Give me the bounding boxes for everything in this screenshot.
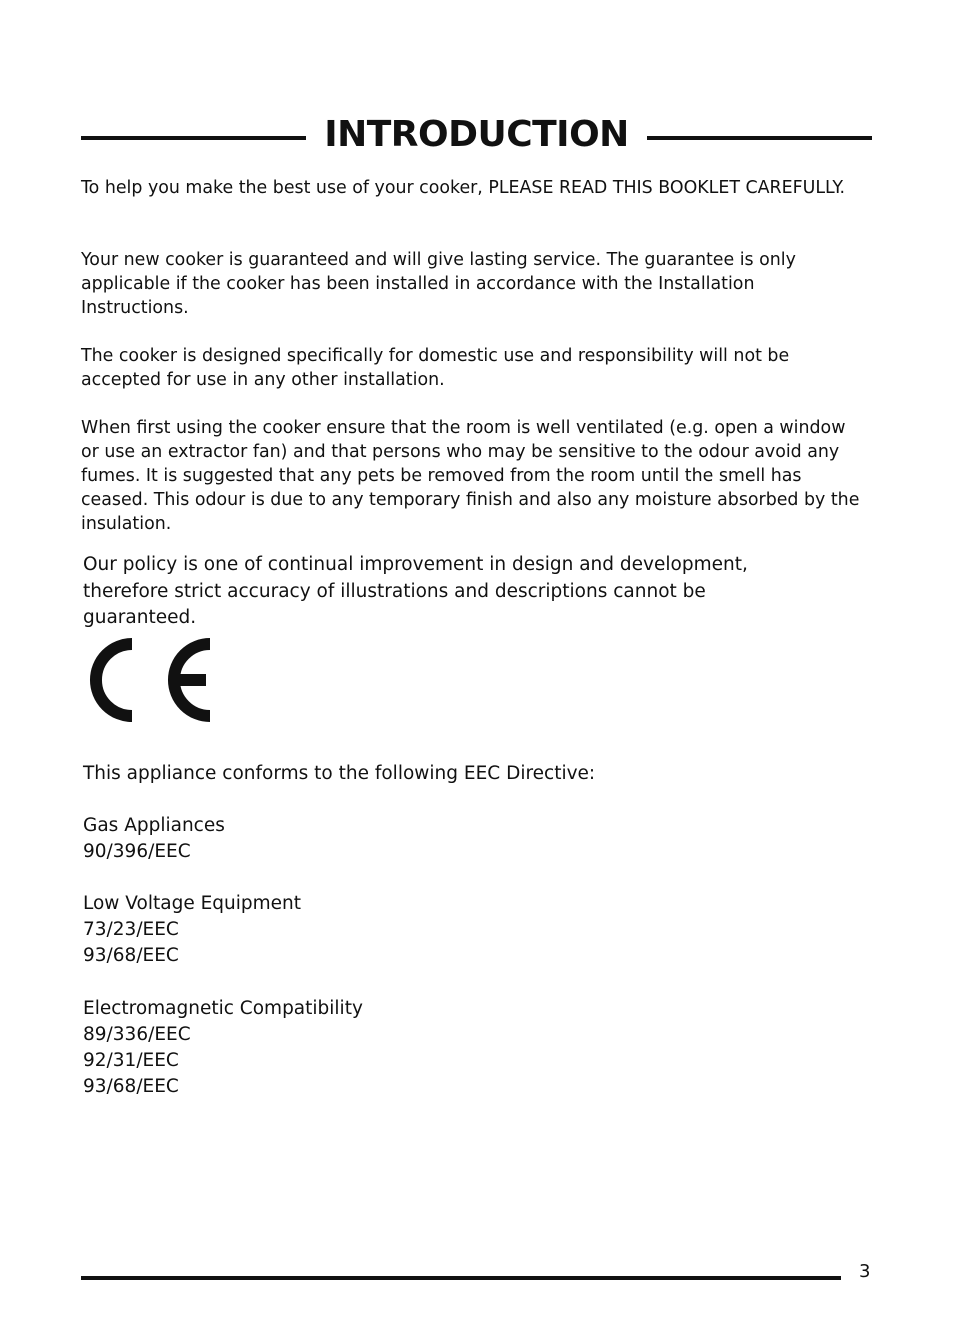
page-title: INTRODUCTION [324,114,629,155]
ce-mark-icon [84,636,214,724]
title-rule-right [647,136,872,140]
intro-paragraph-4: When first using the cooker ensure that the room is well ventilated (e.g. open a window or use an extractor fan) and that persons who may be sensitive to the odour avoid any fumes. It is suggested that any pets be removed from the room until the smell has ceased. This odour is due to any temporary finish and also any moisture absorbed by the insulation. [81,418,860,534]
title-rule-left [81,136,306,140]
conformity-statement-text: This appliance conforms to the following EEC Directive: [83,763,596,784]
directive-group-name: Electromagnetic Compatibility [83,998,363,1019]
directive-group-low-voltage [83,891,683,969]
directive-code: 73/23/EEC [83,919,179,940]
conformity-statement [83,761,683,787]
directive-group-name: Gas Appliances [83,815,225,836]
directive-code: 90/396/EEC [83,841,191,862]
page-number: 3 [859,1261,871,1282]
intro-paragraph-3: The cooker is designed specifically for domestic use and responsibility will not be accepted for use in any other installation. [81,346,790,390]
policy-statement: Our policy is one of continual improvement in design and development, therefore strict accuracy of illustrations and descriptions cannot be guaranteed. [83,554,748,628]
directive-group-gas [83,813,683,865]
directive-code: 92/31/EEC [83,1050,179,1071]
directive-code: 93/68/EEC [83,1076,179,1097]
directive-code: 93/68/EEC [83,945,179,966]
intro-paragraph-2: Your new cooker is guaranteed and will give lasting service. The guarantee is only applicable if the cooker has been installed in accordance with the Installation Instructions. [81,250,796,318]
directive-group-emc [83,996,683,1100]
page-header [81,112,872,158]
intro-paragraph-1: To help you make the best use of your cooker, PLEASE READ THIS BOOKLET CAREFULLY. [81,178,846,198]
footer-rule [81,1276,841,1280]
directive-code: 89/336/EEC [83,1024,191,1045]
directive-group-name: Low Voltage Equipment [83,893,302,914]
